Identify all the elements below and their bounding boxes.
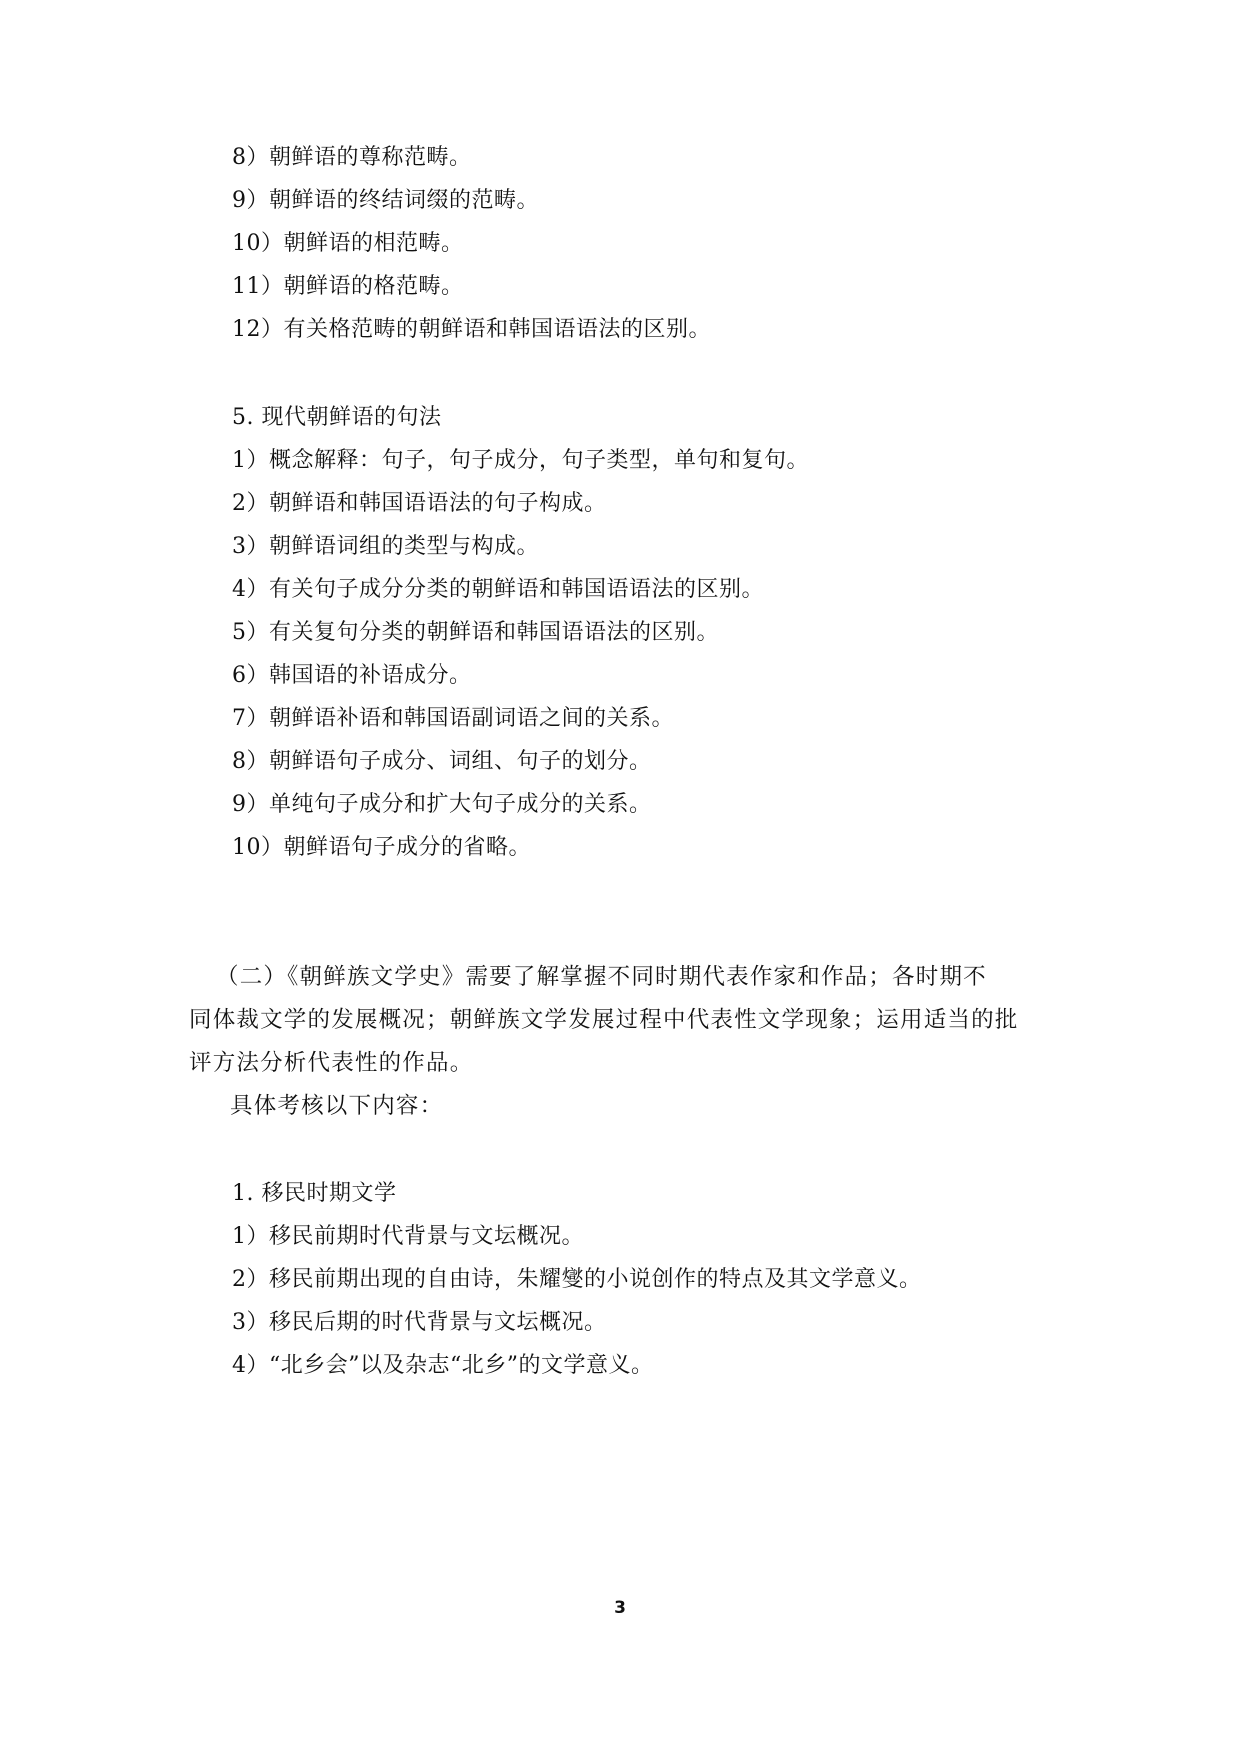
list-item: 8）朝鲜语句子成分、词组、句子的划分。 [232, 749, 652, 774]
list-item: 11）朝鲜语的格范畴。 [232, 274, 464, 299]
list-item: 4）有关句子成分分类的朝鲜语和韩国语语法的区别。 [232, 577, 764, 602]
list-item: 5）有关复句分类的朝鲜语和韩国语语法的区别。 [232, 620, 719, 645]
paragraph-line: 同体裁文学的发展概况；朝鲜族文学发展过程中代表性文学现象；运用适当的批 [189, 1007, 1019, 1033]
list-item: 1）移民前期时代背景与文坛概况。 [232, 1224, 584, 1249]
list-item: 10）朝鲜语的相范畴。 [232, 231, 464, 256]
list-item: 9）朝鲜语的终结词缀的范畴。 [232, 188, 539, 213]
list-item: 3）移民后期的时代背景与文坛概况。 [232, 1310, 607, 1335]
list-item: 2）朝鲜语和韩国语语法的句子构成。 [232, 491, 607, 516]
list-item: 3）朝鲜语词组的类型与构成。 [232, 534, 539, 559]
exam-content-label: 具体考核以下内容： [230, 1093, 444, 1119]
list-item: 9）单纯句子成分和扩大句子成分的关系。 [232, 792, 652, 817]
list-item: 12）有关格范畴的朝鲜语和韩国语语法的区别。 [232, 317, 711, 342]
list-item: 6）韩国语的补语成分。 [232, 663, 472, 688]
section-heading: 5. 现代朝鲜语的句法 [232, 405, 442, 430]
page-number: 3 [614, 1598, 626, 1618]
list-item: 8）朝鲜语的尊称范畴。 [232, 145, 472, 170]
list-item: 1）概念解释：句子，句子成分，句子类型，单句和复句。 [232, 448, 809, 473]
list-item: 10）朝鲜语句子成分的省略。 [232, 835, 531, 860]
list-item: 4）“北乡会”以及杂志“北乡”的文学意义。 [232, 1353, 654, 1378]
paragraph-line: （二）《朝鲜族文学史》需要了解掌握不同时期代表作家和作品；各时期不 [216, 964, 987, 990]
paragraph-line: 评方法分析代表性的作品。 [189, 1050, 474, 1076]
list-item: 2）移民前期出现的自由诗，朱耀燮的小说创作的特点及其文学意义。 [232, 1267, 922, 1292]
list-item: 7）朝鲜语补语和韩国语副词语之间的关系。 [232, 706, 674, 731]
section-heading: 1. 移民时期文学 [232, 1181, 397, 1206]
